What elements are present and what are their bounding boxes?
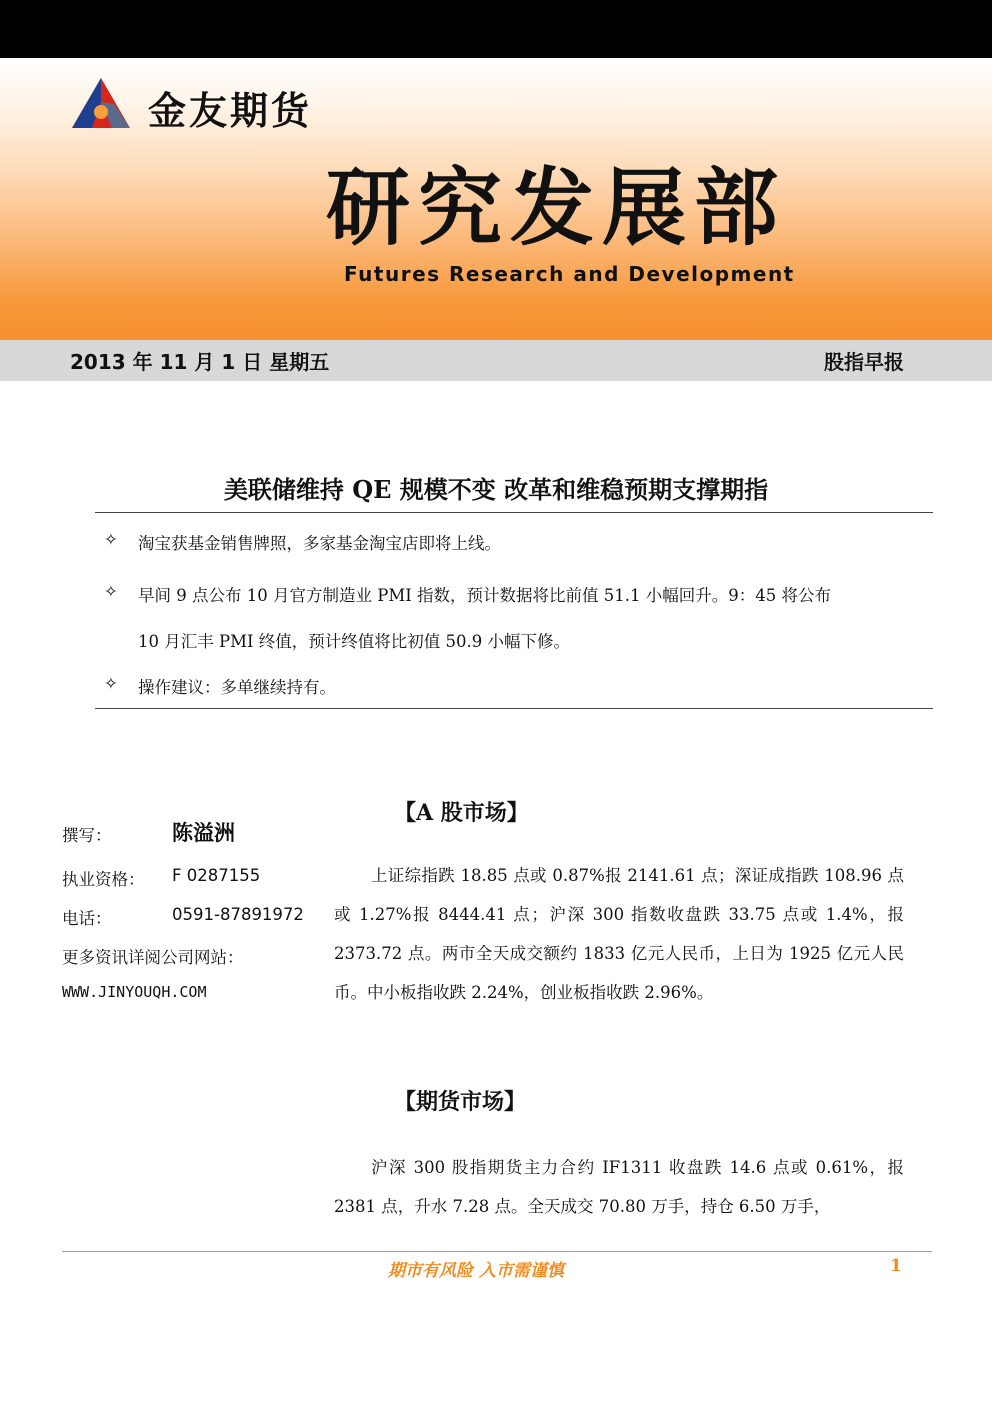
diamond-star-icon: ✧: [104, 530, 118, 549]
diamond-star-icon: ✧: [104, 674, 118, 693]
top-black-bar: [0, 0, 992, 58]
headline-divider: [95, 512, 933, 513]
footer-divider: [62, 1251, 932, 1252]
phone-value: 0591-87891972: [172, 905, 304, 924]
company-logo-icon: [70, 76, 132, 130]
bullet-text-continued: 10 月汇丰 PMI 终值，预计终值将比初值 50.9 小幅下修。: [138, 632, 570, 651]
report-date: 2013 年 11 月 1 日 星期五: [70, 350, 330, 374]
phone-label: 电话：: [62, 909, 112, 928]
bullet-text: 操作建议：多单继续持有。: [138, 678, 336, 697]
more-info-label: 更多资讯详阅公司网站：: [62, 948, 244, 967]
bullet-text: 早间 9 点公布 10 月官方制造业 PMI 指数，预计数据将比前值 51.1 小幅回升。9：45 将公布: [138, 586, 831, 605]
summary-divider: [95, 708, 933, 709]
bullet-text: 淘宝获基金销售牌照，多家基金淘宝店即将上线。: [138, 534, 501, 553]
headline: 美联储维持 QE 规模不变 改革和维稳预期支撑期指: [223, 475, 769, 504]
writer-label: 撰写：: [62, 826, 112, 845]
license-label: 执业资格：: [62, 870, 145, 889]
company-website: WWW.JINYOUQH.COM: [62, 983, 207, 1001]
writer-name: 陈溢洲: [172, 821, 235, 845]
department-title: 研究发展部: [326, 158, 787, 257]
license-value: F 0287155: [172, 866, 261, 885]
company-name: 金友期货: [148, 89, 313, 133]
section-title-a-share: 【A 股市场】: [394, 800, 529, 826]
department-subtitle: Futures Research and Development: [344, 262, 795, 286]
footer-motto: 期市有风险 入市需谨慎: [388, 1261, 564, 1281]
section-body-futures: 沪深 300 股指期货主力合约 IF1311 收盘跌 14.6 点或 0.61%，报 2381 点，升水 7.28 点。全天成交 70.80 万手，持仓 6.50 万手，: [334, 1158, 904, 1216]
page-number: 1: [890, 1256, 902, 1276]
section-title-futures: 【期货市场】: [394, 1089, 527, 1115]
diamond-star-icon: ✧: [104, 582, 118, 601]
report-type: 股指早报: [824, 350, 904, 374]
section-body-a-share: 上证综指跌 18.85 点或 0.87%报 2141.61 点；深证成指跌 108.96 点或 1.27%报 8444.41 点；沪深 300 指数收盘跌 33.75 点或 1.4%，报 2373.72 点。两市全天成交额约 1833 亿元人民币，上日为 1925 亿元人民币。中小板指收跌 2.24%，创业板指收跌 2.96%。: [334, 866, 904, 1002]
